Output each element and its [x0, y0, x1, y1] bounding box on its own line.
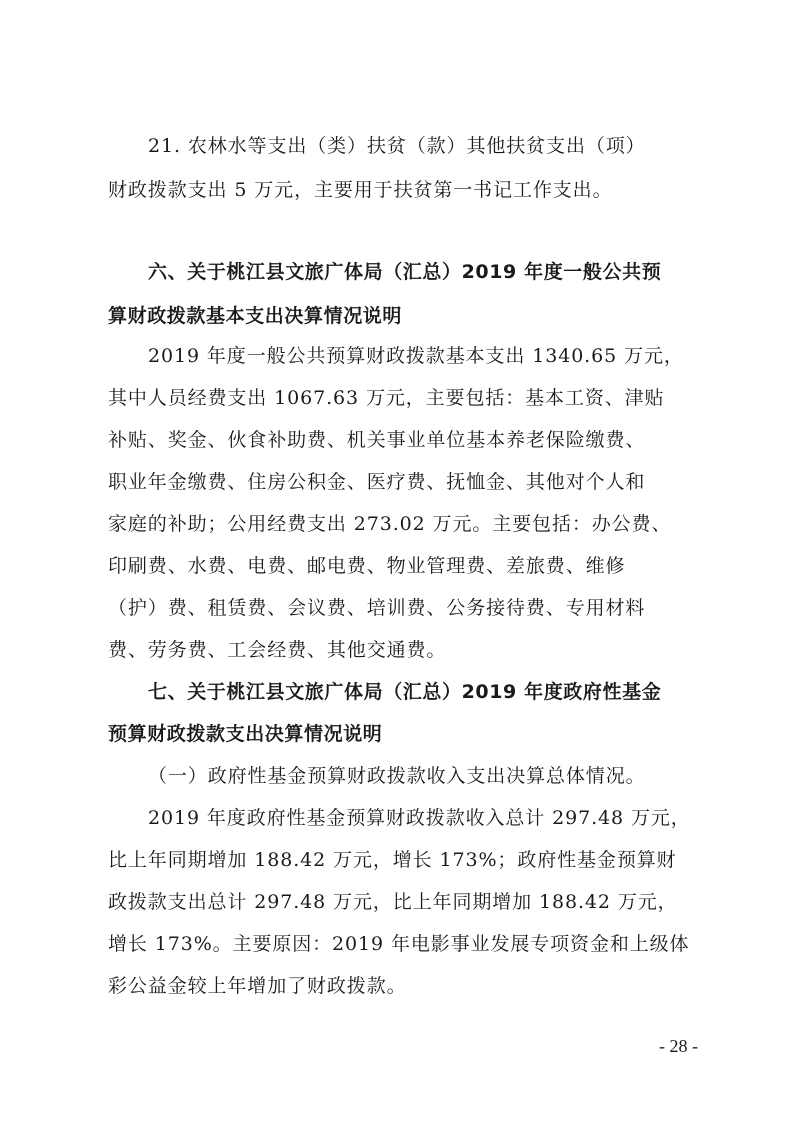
- section-7-heading-continuation: [108, 716, 382, 752]
- text-line: 费、劳务费、工会经费、其他交通费。: [108, 639, 447, 661]
- item-21-continuation: [108, 172, 612, 208]
- section-7-body: [108, 800, 691, 1004]
- heading-line: 七、关于桃江县文旅广体局（汇总）2019 年度政府性基金: [148, 681, 662, 703]
- text-line: 2019 年度政府性基金预算财政拨款收入总计 297.48 万元，: [148, 807, 691, 829]
- text-line: （护）费、租赁费、会议费、培训费、公务接待费、专用材料: [108, 597, 646, 619]
- text-line: 补贴、奖金、伙食补助费、机关事业单位基本养老保险缴费、: [108, 429, 646, 451]
- section-7-subheading: [148, 758, 646, 794]
- item-21-paragraph: [148, 128, 646, 164]
- heading-line: 六、关于桃江县文旅广体局（汇总）2019 年度一般公共预: [148, 261, 662, 283]
- text-line: 彩公益金较上年增加了财政拨款。: [108, 975, 407, 997]
- page-number: - 28 -: [659, 1036, 698, 1056]
- text-line: 印刷费、水费、电费、邮电费、物业管理费、差旅费、维修: [108, 555, 626, 577]
- section-6-heading-continuation: [108, 298, 402, 334]
- subheading-line: （一）政府性基金预算财政拨款收入支出决算总体情况。: [148, 765, 646, 787]
- section-6-body: [108, 338, 684, 668]
- text-line: 家庭的补助；公用经费支出 273.02 万元。主要包括：办公费、: [108, 513, 672, 535]
- heading-line: 预算财政拨款支出决算情况说明: [108, 723, 383, 745]
- text-line: 增长 173%。主要原因：2019 年电影事业发展专项资金和上级体: [108, 933, 690, 955]
- text-line: 比上年同期增加 188.42 万元，增长 173%；政府性基金预算财: [108, 849, 677, 871]
- section-7-heading: [148, 674, 661, 710]
- text-line: 职业年金缴费、住房公积金、医疗费、抚恤金、其他对个人和: [108, 471, 646, 493]
- heading-line: 算财政拨款基本支出决算情况说明: [108, 305, 403, 327]
- text-line: 21. 农林水等支出（类）扶贫（款）其他扶贫支出（项）: [148, 135, 646, 157]
- text-line: 其中人员经费支出 1067.63 万元，主要包括：基本工资、津贴: [108, 387, 665, 409]
- text-line: 政拨款支出总计 297.48 万元，比上年同期增加 188.42 万元，: [108, 891, 678, 913]
- text-line: 2019 年度一般公共预算财政拨款基本支出 1340.65 万元，: [148, 345, 684, 367]
- text-line: 财政拨款支出 5 万元，主要用于扶贫第一书记工作支出。: [108, 179, 613, 201]
- section-6-heading: [148, 254, 661, 290]
